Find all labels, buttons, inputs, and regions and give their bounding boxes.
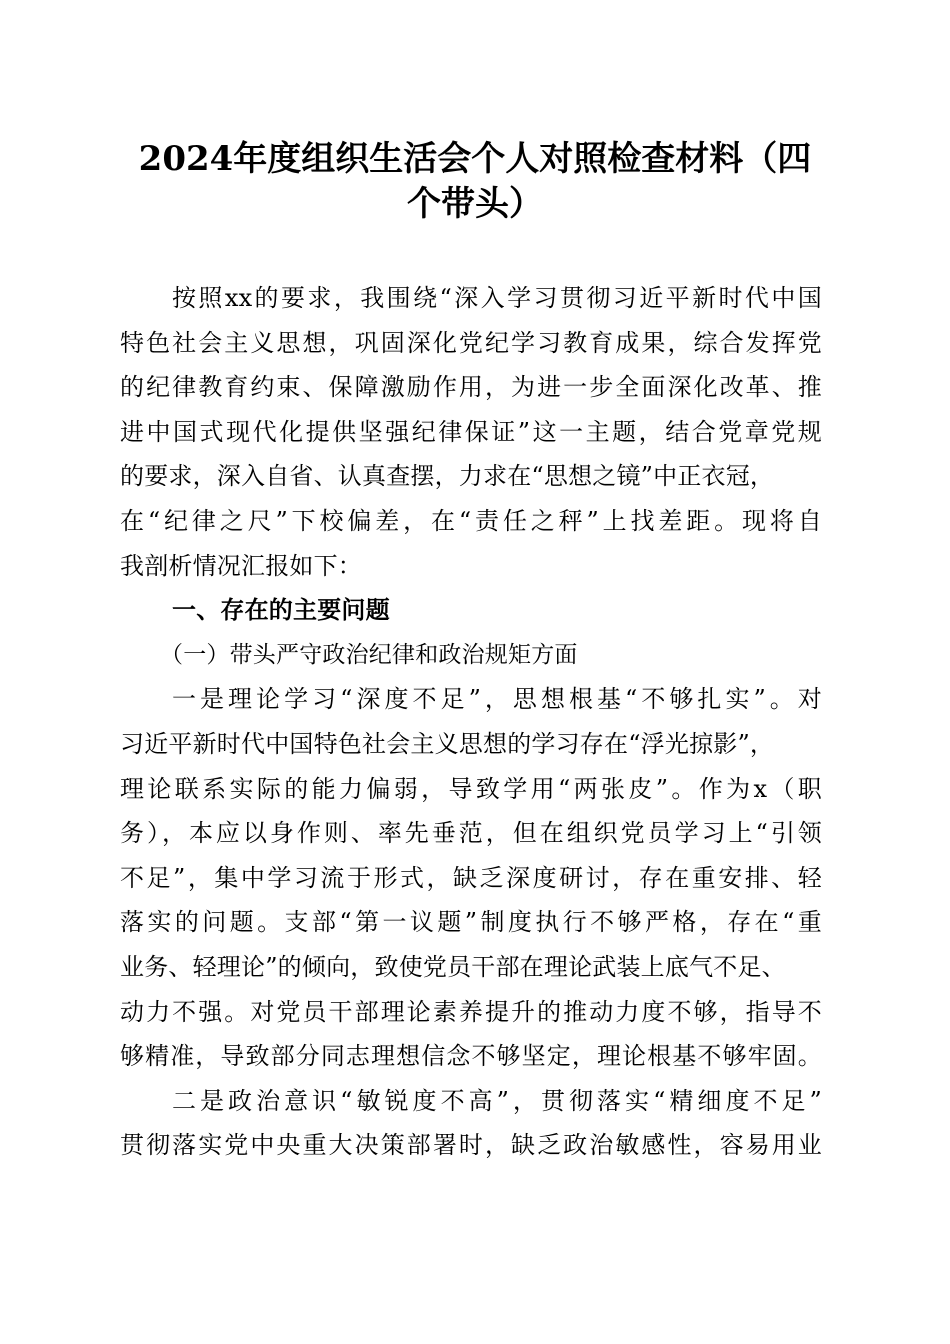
text-line: 二是政治意识“敏锐度不高”，贯彻落实“精细度不足” [172,1086,822,1115]
text-line: 够精准，导致部分同志理想信念不够坚定，理论根基不够牢固。 [120,1042,822,1071]
title-line: 个带头） [407,184,543,224]
subsection-heading: （一）带头严守政治纪律和政治规矩方面 [160,641,578,668]
text-line: 不足”，集中学习流于形式，缺乏深度研讨，存在重安排、轻 [120,863,822,892]
text-line: 务），本应以身作则、率先垂范，但在组织党员学习上“引领 [120,819,822,848]
text-line: 特色社会主义思想，巩固深化党纪学习教育成果，综合发挥党 [120,328,822,357]
text-line: 业务、轻理论”的倾向，致使党员干部在理论武装上底气不足、 [120,952,786,981]
text-line: 动力不强。对党员干部理论素养提升的推动力度不够，指导不 [120,997,822,1026]
section-heading: 一、存在的主要问题 [172,596,390,625]
text-line: 贯彻落实党中央重大决策部署时，缺乏政治敏感性，容易用业 [120,1131,822,1160]
text-line: 理论联系实际的能力偏弱，导致学用“两张皮”。作为x（职 [120,774,822,803]
text-line: 按照xx的要求，我围绕“深入学习贯彻习近平新时代中国 [172,284,822,312]
document-body [120,276,822,1168]
text-line: 落实的问题。支部“第一议题”制度执行不够严格，存在“重 [120,908,822,937]
text-line: 的要求，深入自省、认真查摆，力求在“思想之镜”中正衣冠， [120,462,775,491]
document-title [0,137,950,227]
intro-paragraph [120,276,822,588]
text-line: 一是理论学习“深度不足”，思想根基“不够扎实”。对 [172,685,822,714]
text-line: 进中国式现代化提供坚强纪律保证”这一主题，结合党章党规 [120,417,822,446]
text-line: 习近平新时代中国特色社会主义思想的学习存在“浮光掠影”， [120,729,775,758]
title-line: 2024年度组织生活会个人对照检查材料（四 [138,139,812,179]
text-line: 我剖析情况汇报如下： [120,551,362,580]
text-line: 的纪律教育约束、保障激励作用，为进一步全面深化改革、推 [120,373,822,402]
point-paragraph [120,1079,822,1168]
point-paragraph [120,677,822,1078]
text-line: 在“纪律之尺”下校偏差，在“责任之秤”上找差距。现将自 [120,506,822,535]
